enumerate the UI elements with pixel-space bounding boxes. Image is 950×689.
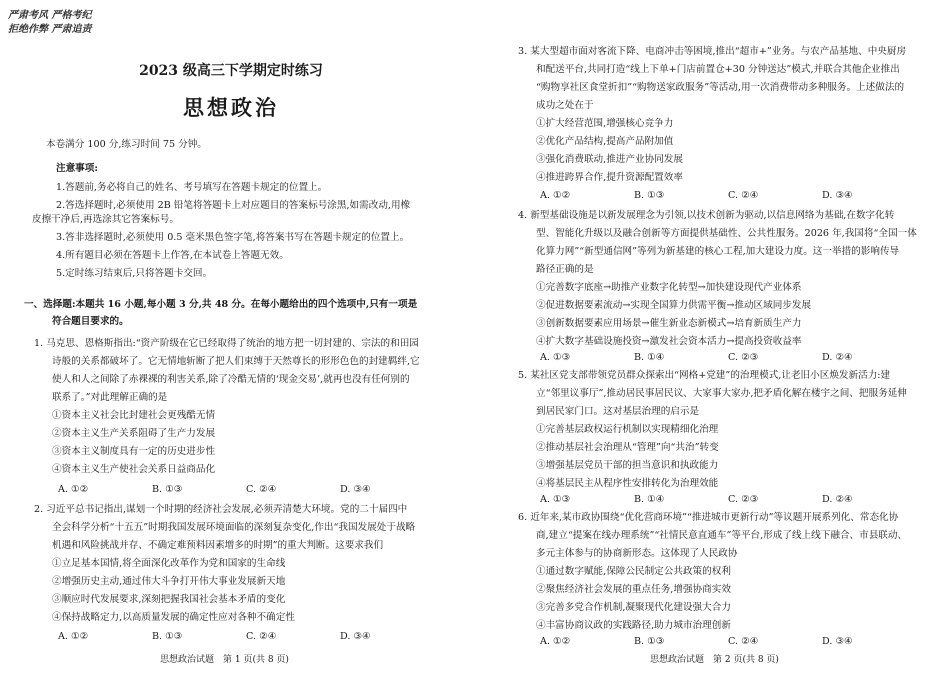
exam-title: 2023 级高三下学期定时练习 (139, 63, 323, 79)
q5-stem: 5. 某社区党支部带领党员群众探索出“网格+党建”的治理模式,让老旧小区焕发新活力:建 (518, 370, 891, 381)
q3-stem: 3. 某大型超市面对客流下降、电商冲击等困境,推出“超市+”业务。与农产品基地、中央厨房 (518, 46, 907, 57)
option-b[interactable]: B. ①③ (634, 190, 665, 201)
option-d[interactable]: D. ③④ (822, 636, 853, 647)
option-b[interactable]: B. ①③ (634, 636, 665, 647)
q1-stem: 使人和人之间除了赤裸裸的利害关系,除了冷酷无情的‘现金交易’,就再也没有任何别的 (52, 374, 410, 385)
section-heading: 一、选择题:本题共 16 小题,每小题 3 分,共 48 分。在每小题给出的四个选项中,只有一项是 (24, 299, 418, 310)
q3-stem: 成功之处在于 (536, 100, 594, 111)
q2-item: ③顺应时代发展要求,深刻把握我国社会基本矛盾的变化 (52, 594, 286, 605)
q6-options (540, 636, 916, 647)
option-a[interactable]: A. ①② (58, 484, 89, 495)
option-d[interactable]: D. ②④ (822, 494, 853, 505)
notes-title: 注意事项: (56, 163, 98, 174)
option-d[interactable]: D. ②④ (822, 352, 853, 363)
q4-options (540, 352, 916, 363)
q3-item: ①扩大经营范围,增强核心竞争力 (536, 118, 674, 129)
q2-stem: 2. 习近平总书记指出,谋划一个时期的经济社会发展,必须弄清楚大环境。党的二十届四中 (34, 504, 408, 515)
stamp-line-2: 拒绝作弊 严肃追责 (8, 24, 92, 35)
note-line: 4.所有题目必须在答题卡上作答,在本试卷上答题无效。 (56, 250, 289, 261)
q6-stem: 多元主体参与的协商新形态。这体现了人民政协 (536, 548, 738, 559)
q1-stem: 1. 马克思、恩格斯指出:“资产阶级在它已经取得了统治的地方把一切封建的、宗法的和田园 (34, 338, 419, 349)
exam-info: 本卷满分 100 分,练习时间 75 分钟。 (46, 139, 207, 150)
page-footer-right: 思想政治试题 第 2 页(共 8 页) (650, 655, 779, 665)
q3-item: ②优化产品结构,提高产品附加值 (536, 136, 674, 147)
q2-options (58, 631, 434, 642)
option-c[interactable]: C. ②③ (728, 494, 759, 505)
subject-title: 思想政治 (183, 95, 279, 120)
option-c[interactable]: C. ②④ (728, 190, 759, 201)
q5-options (540, 494, 916, 505)
q4-item: ③创新数据要素应用场景→催生新业态新模式→培育新质生产力 (536, 318, 802, 329)
option-c[interactable]: C. ②④ (246, 631, 277, 642)
note-line: 5.定时练习结束后,只将答题卡交回。 (56, 268, 213, 279)
q3-stem: “购物享社区食堂折扣”“购物送家政服务”等活动,用一次消费带动多种服务。上述做法的 (536, 82, 905, 93)
option-d[interactable]: D. ③④ (340, 631, 371, 642)
q6-item: ③完善多党合作机制,凝聚现代化建设强大合力 (536, 602, 731, 613)
option-d[interactable]: D. ③④ (340, 484, 371, 495)
q6-item: ②聚焦经济社会发展的重点任务,增强协商实效 (536, 584, 731, 595)
note-line: 1.答题前,务必将自己的姓名、考号填写在答题卡规定的位置上。 (56, 182, 328, 193)
q2-stem: 机遇和风险挑战并存、不确定难预料因素增多的时期”的重大判断。这要求我们 (52, 540, 384, 551)
option-c[interactable]: C. ②③ (728, 352, 759, 363)
q1-item: ④资本主义生产使社会关系日益商品化 (52, 464, 216, 475)
note-line: 3.答非选择题时,必须使用 0.5 毫米黑色签字笔,将答案书写在答题卡规定的位置上。 (56, 232, 410, 243)
option-c[interactable]: C. ②④ (246, 484, 277, 495)
q4-item: ④扩大数字基础设施投资→激发社会资本活力→提高投资收益率 (536, 336, 802, 347)
q3-item: ④推进跨界合作,提升资源配置效率 (536, 172, 683, 183)
q4-stem: 型、智能化升级以及融合创新等方面提供基础性、公共性服务。2026 年,我国将“全国一体 (536, 228, 917, 239)
option-a[interactable]: A. ①③ (540, 494, 571, 505)
q1-stem: 诗般的关系都破坏了。它无情地斩断了把人们束缚于天然尊长的形形色色的封建羁绊,它 (52, 356, 420, 367)
q1-item: ③资本主义制度具有一定的历史进步性 (52, 446, 216, 457)
q6-item: ④丰富协商议政的实践路径,助力城市治理创新 (536, 620, 731, 631)
q4-stem: 化算力网”“新型通信网”等列为新基建的核心工程,加大建设力度。这一举措的影响传导 (536, 246, 900, 257)
q2-stem: 全会科学分析“十五五”时期我国发展环境面临的深刻复杂变化,作出“我国发展处于战略 (52, 522, 416, 533)
note-line: 皮擦干净后,再选涂其它答案标号。 (32, 214, 179, 225)
option-d[interactable]: D. ③④ (822, 190, 853, 201)
q6-stem: 6. 近年来,某市政协围绕“优化营商环境”“推进城市更新行动”等议题开展系列化、常态化协 (518, 512, 899, 523)
q6-item: ①通过数字赋能,保障公民制定公共政策的权利 (536, 566, 731, 577)
q1-options (58, 484, 434, 495)
option-a[interactable]: A. ①② (540, 190, 571, 201)
q3-stem: 和配送平台,共同打造“线上下单+门店前置仓+30 分钟送达”模式,并联合其他企业推出 (536, 64, 900, 75)
option-a[interactable]: A. ①③ (540, 352, 571, 363)
q4-stem: 路径正确的是 (536, 264, 594, 275)
q5-stem: 到居民家门口。这对基层治理的启示是 (536, 406, 700, 417)
q2-item: ②增强历史主动,通过伟大斗争打开伟大事业发展新天地 (52, 576, 286, 587)
option-c[interactable]: C. ②④ (728, 636, 759, 647)
option-b[interactable]: B. ①④ (634, 494, 665, 505)
q2-item: ④保持战略定力,以高质量发展的确定性应对各种不确定性 (52, 612, 295, 623)
option-b[interactable]: B. ①③ (152, 484, 183, 495)
option-a[interactable]: A. ①② (540, 636, 571, 647)
q1-item: ②资本主义生产关系阻碍了生产力发展 (52, 428, 216, 439)
q4-stem: 4. 新型基础设施是以新发展理念为引领,以技术创新为驱动,以信息网络为基础,在数字化转 (518, 210, 895, 221)
q2-item: ①立足基本国情,将全面深化改革作为党和国家的生命线 (52, 558, 286, 569)
q3-options (540, 190, 916, 201)
q6-stem: 商,建立“提案在线办理系统”“社情民意直通车”等平台,形成了线上线下融合、市县联动、 (536, 530, 908, 541)
note-line: 2.答选择题时,必须使用 2B 铅笔将答题卡上对应题目的答案标号涂黑,如需改动,用橡 (56, 200, 411, 211)
q4-item: ②促进数据要素流动→实现全国算力供需平衡→推动区域同步发展 (536, 300, 812, 311)
stamp-line-1: 严肃考风 严格考纪 (8, 10, 92, 21)
q3-item: ③强化消费联动,推进产业协同发展 (536, 154, 683, 165)
q5-item: ③增强基层党员干部的担当意识和执政能力 (536, 460, 719, 471)
q5-stem: 立“邻里议事厅”,推动居民事居民议、大家事大家办,把矛盾化解在楼宇之间、把服务延伸 (536, 388, 907, 399)
q5-item: ②推动基层社会治理从“管理”向“共治”转变 (536, 442, 719, 453)
option-b[interactable]: B. ①④ (634, 352, 665, 363)
q5-item: ①完善基层政权运行机制以实现精细化治理 (536, 424, 719, 435)
q1-stem: 联系了。”对此理解正确的是 (52, 392, 168, 403)
q1-item: ①资本主义社会比封建社会更残酷无情 (52, 410, 216, 421)
option-b[interactable]: B. ①③ (152, 631, 183, 642)
section-heading: 符合题目要求的。 (52, 316, 129, 327)
page-footer-left: 思想政治试题 第 1 页(共 8 页) (160, 655, 289, 665)
option-a[interactable]: A. ①② (58, 631, 89, 642)
q4-item: ①完善数字底座→助推产业数字化转型→加快建设现代产业体系 (536, 282, 802, 293)
q5-item: ④将基层民主从程序性安排转化为治理效能 (536, 478, 719, 489)
